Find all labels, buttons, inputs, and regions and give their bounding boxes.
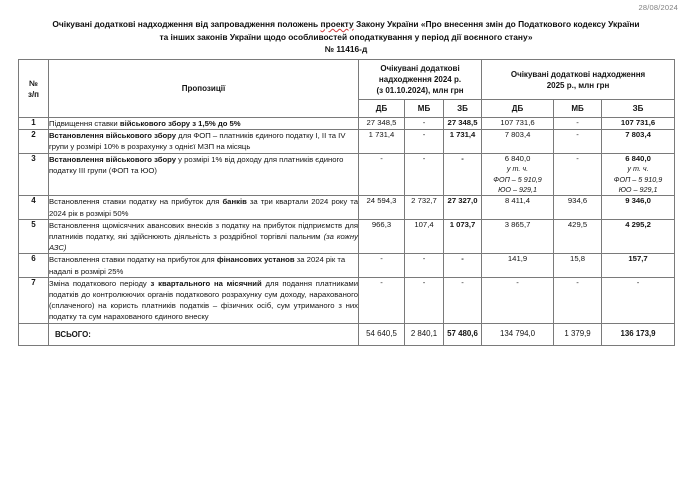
header-group-2024	[359, 60, 482, 100]
date-stamp: 28/08/2024	[638, 3, 678, 12]
cell-mb-2024: 107,4	[405, 219, 444, 254]
cell-db-2024: 966,3	[359, 219, 405, 254]
document-title	[18, 18, 674, 56]
title-line-1-part-a: Очікувані додаткові надходження від запровадження положень	[52, 19, 321, 29]
row-number: 3	[19, 153, 49, 196]
row-proposal	[49, 277, 359, 323]
row-proposal	[49, 153, 359, 196]
table-row	[19, 118, 675, 130]
row-proposal	[49, 118, 359, 130]
cell-db-2024: 1 731,4	[359, 130, 405, 153]
cell-zb-2025-note-1: у т. ч.	[627, 164, 649, 174]
cell-db-2025: 8 411,4	[482, 196, 554, 219]
table-row	[19, 277, 675, 323]
proposal-text-bold: фінансових установ	[216, 255, 295, 265]
cell-mb-2024: -	[405, 118, 444, 130]
header-2025-line2: 2025 р., млн грн	[546, 80, 610, 90]
proposal-text-b: у розмірі 1% від доходу для платників єдиного податку III групи (ФОП та ЮО)	[49, 154, 344, 175]
cell-zb-2025-note-2: ФОП – 5 910,9	[613, 174, 663, 184]
header-2024-line3: (з 01.10.2024), млн грн	[376, 86, 464, 95]
cell-mb-2025: 934,6	[554, 196, 602, 219]
cell-db-2024: -	[359, 277, 405, 323]
table-row	[19, 153, 675, 196]
cell-zb-2024: -	[444, 153, 482, 196]
total-label: ВСЬОГО:	[49, 323, 359, 345]
header-db-2024: ДБ	[359, 100, 405, 118]
cell-zb-2024: 27 327,0	[444, 196, 482, 219]
proposal-text-a: Встановлення щомісячних авансових внесків з податку на прибуток підприємств для платників податку, які здійснюють діяльність з роздрібної торгівлі пальним	[49, 220, 358, 242]
cell-zb-2024: -	[444, 277, 482, 323]
spellcheck-word: проекту	[320, 19, 354, 29]
cell-zb-2025: 9 346,0	[602, 196, 675, 219]
cell-db-2024: -	[359, 254, 405, 277]
cell-zb-2024: 1 731,4	[444, 130, 482, 153]
proposal-text-b: за 2024 рік та надалі в розмірі 25%	[49, 255, 346, 276]
header-2025-line1: Очікувані додаткові надходження	[510, 69, 646, 79]
row-number: 1	[19, 118, 49, 130]
header-2024-line2: надходження 2024 р.	[378, 75, 462, 84]
cell-zb-2025	[602, 153, 675, 196]
table-row	[19, 219, 675, 254]
proposal-text-bold: військового збору з 1,5% до 5%	[119, 119, 241, 128]
title-line-1-part-b: Закону України «Про внесення змін до Податкового кодексу України	[353, 19, 640, 29]
header-zb-2025: ЗБ	[602, 100, 675, 118]
row-number: 5	[19, 219, 49, 254]
proposal-text-b: за три квартали 2024 року та 2024 рік в розмірі 50%	[49, 197, 358, 218]
cell-zb-2025: 7 803,4	[602, 130, 675, 153]
cell-zb-2024: -	[444, 254, 482, 277]
cell-db-2025: 141,9	[482, 254, 554, 277]
table-container	[18, 59, 674, 346]
cell-db-2024: 24 594,3	[359, 196, 405, 219]
cell-zb-2024: 27 348,5	[444, 118, 482, 130]
cell-db-2025: -	[482, 277, 554, 323]
cell-mb-2024: -	[405, 254, 444, 277]
cell-zb-2025: -	[602, 277, 675, 323]
total-zb-2024: 57 480,6	[444, 323, 482, 345]
header-mb-2024: МБ	[405, 100, 444, 118]
table-header	[19, 60, 675, 118]
cell-mb-2024: -	[405, 153, 444, 196]
row-number: 7	[19, 277, 49, 323]
cell-db-2025: 3 865,7	[482, 219, 554, 254]
cell-db-2024: -	[359, 153, 405, 196]
row-proposal	[49, 130, 359, 153]
header-proposals: Пропозиції	[49, 60, 359, 118]
cell-db-2025-note-3: ЮО – 929,1	[498, 185, 537, 195]
revenue-table	[18, 59, 675, 346]
proposal-text-bold: Встановлення військового збору	[49, 154, 177, 164]
row-number: 2	[19, 130, 49, 153]
table-total-row	[19, 323, 675, 345]
header-zb-2024: ЗБ	[444, 100, 482, 118]
title-line-2: та інших законів України щодо особливостей оподаткування у період дії воєнного стану»	[159, 31, 533, 42]
cell-mb-2025: -	[554, 118, 602, 130]
total-mb-2024: 2 840,1	[405, 323, 444, 345]
cell-zb-2025-note-3: ЮО – 929,1	[618, 185, 658, 195]
cell-zb-2025: 107 731,6	[602, 118, 675, 130]
cell-db-2025-note-1: у т. ч.	[506, 164, 529, 174]
total-db-2025: 134 794,0	[482, 323, 554, 345]
header-row-groups	[19, 60, 675, 100]
proposal-text-bold: з квартального на місячний	[150, 278, 262, 288]
header-2024-line1: Очікувані додаткові	[380, 64, 460, 73]
cell-zb-2024: 1 073,7	[444, 219, 482, 254]
proposal-text-b: для подання платниками податків до контролюючих органів податкового розрахунку сум доходу, нарахованого (сплаченого) на користь платників податків – фізичних осіб, сум утриманого з них податку та сум нарахованого єдиного внеску	[49, 278, 359, 322]
header-num-line1: №	[29, 78, 38, 88]
cell-zb-2025: 4 295,2	[602, 219, 675, 254]
cell-db-2025-value: 6 840,0	[504, 153, 531, 163]
header-group-2025	[482, 60, 675, 100]
cell-mb-2024: -	[405, 130, 444, 153]
row-proposal	[49, 219, 359, 254]
cell-mb-2025: 429,5	[554, 219, 602, 254]
proposal-text-a: Встановлення ставки податку на прибуток для	[49, 197, 223, 207]
document-number: № 11416-д	[324, 44, 368, 55]
proposal-text-a: Встановлення ставки податку на прибуток для	[49, 255, 217, 265]
table-row	[19, 130, 675, 153]
cell-db-2025-note-2: ФОП – 5 910,9	[493, 174, 542, 184]
cell-mb-2025: -	[554, 130, 602, 153]
cell-mb-2024: 2 732,7	[405, 196, 444, 219]
cell-zb-2025-value: 6 840,0	[625, 153, 651, 163]
row-proposal	[49, 254, 359, 277]
cell-zb-2025: 157,7	[602, 254, 675, 277]
cell-mb-2025: -	[554, 153, 602, 196]
header-num-line2: з/п	[27, 89, 40, 99]
cell-mb-2025: 15,8	[554, 254, 602, 277]
cell-db-2024: 27 348,5	[359, 118, 405, 130]
proposal-text-bold: банків	[222, 197, 247, 207]
cell-db-2025	[482, 153, 554, 196]
total-row-number	[19, 323, 49, 345]
row-number: 6	[19, 254, 49, 277]
proposal-text-b: для ФОП – платників єдиного податку I, II та IV групи у розмірі 10% в розрахунку з однієї МЗП на місяць	[49, 131, 346, 152]
row-proposal	[49, 196, 359, 219]
table-body	[19, 118, 675, 346]
proposal-text-a: Зміна податкового періоду	[49, 278, 151, 288]
title-line-1	[18, 18, 674, 31]
header-mb-2025: МБ	[554, 100, 602, 118]
proposal-text-a: Підвищення ставки	[49, 119, 120, 128]
cell-mb-2024: -	[405, 277, 444, 323]
header-row-number	[19, 60, 49, 118]
row-number: 4	[19, 196, 49, 219]
total-db-2024: 54 640,5	[359, 323, 405, 345]
proposal-text-bold: Встановлення військового збору	[49, 131, 177, 141]
table-row	[19, 254, 675, 277]
table-row	[19, 196, 675, 219]
cell-db-2025: 107 731,6	[482, 118, 554, 130]
total-mb-2025: 1 379,9	[554, 323, 602, 345]
total-zb-2025: 136 173,9	[602, 323, 675, 345]
header-db-2025: ДБ	[482, 100, 554, 118]
proposal-text-italic: (за кожну АЗС)	[49, 232, 358, 253]
cell-db-2025: 7 803,4	[482, 130, 554, 153]
cell-mb-2025: -	[554, 277, 602, 323]
